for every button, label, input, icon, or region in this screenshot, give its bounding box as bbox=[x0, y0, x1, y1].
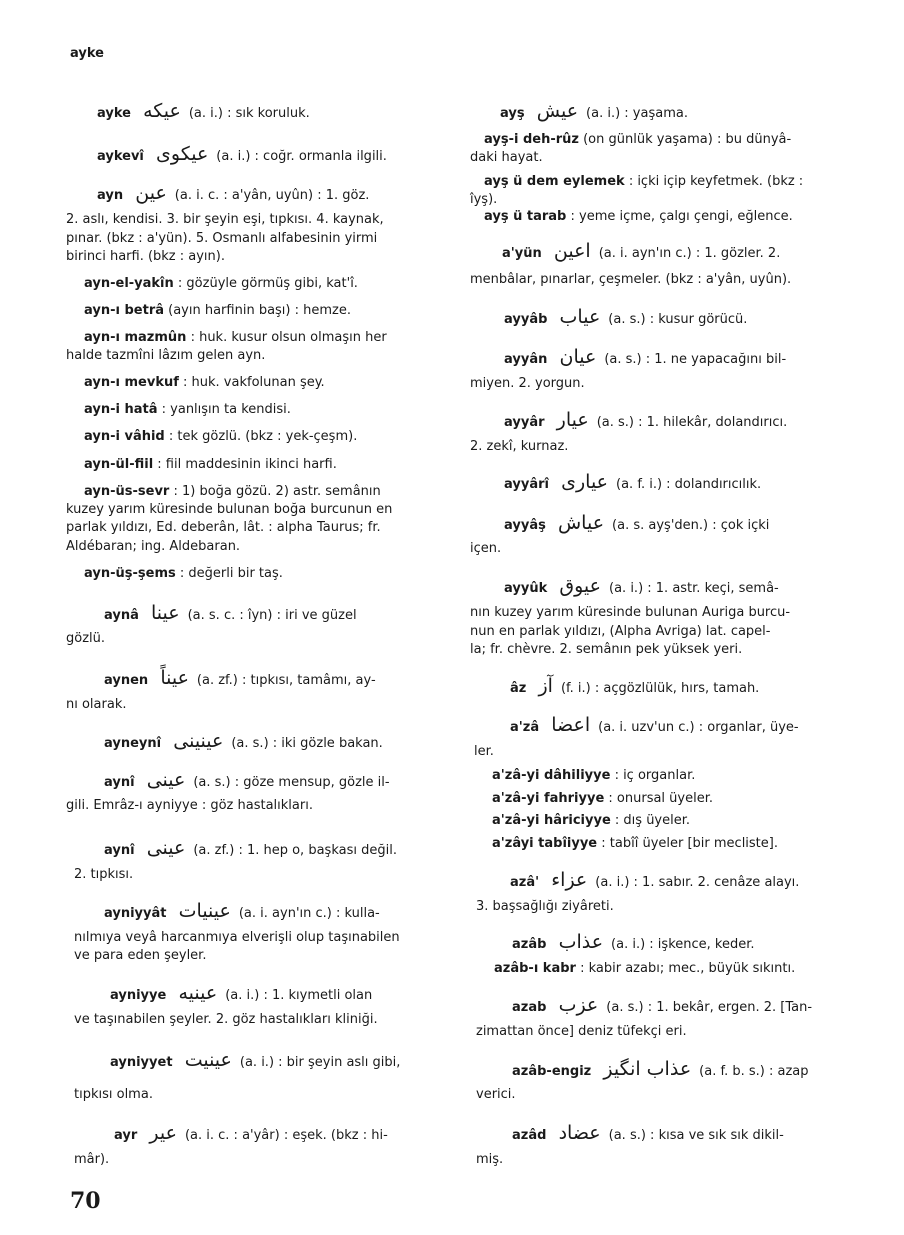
arabic-spelling: عذاب انگيز bbox=[603, 1058, 692, 1080]
headword: aynî bbox=[104, 843, 135, 858]
definition-text: : huk. vakfolunan şey. bbox=[183, 375, 325, 390]
headword: ayn-ül-fiil bbox=[84, 457, 154, 472]
entry-line bbox=[66, 502, 392, 518]
definition-text: pınar. (bkz : a'yün). 5. Osmanlı alfabesinin yirmi bbox=[66, 231, 378, 246]
arabic-spelling: عزاء bbox=[551, 869, 588, 891]
arabic-spelling: عيان bbox=[559, 346, 597, 368]
entry-line bbox=[476, 899, 614, 915]
entry-line bbox=[84, 457, 337, 473]
entry-line bbox=[504, 306, 748, 328]
definition-text: îyş). bbox=[470, 192, 498, 207]
headword: ayke bbox=[97, 106, 131, 121]
headword: ayn-i hatâ bbox=[84, 402, 158, 417]
definition-text: (a. i.) : yaşama. bbox=[586, 106, 688, 121]
definition-text: (a. i.) : 1. sabır. 2. cenâze alayı. bbox=[595, 875, 800, 890]
definition-text: : değerli bir taş. bbox=[179, 566, 283, 581]
definition-text: (a. s.) : 1. bekâr, ergen. 2. [Tan- bbox=[606, 1000, 813, 1015]
entry-line bbox=[512, 1058, 809, 1080]
arabic-spelling: عيكه bbox=[143, 100, 181, 122]
headword: ayn-ı mazmûn bbox=[84, 330, 187, 345]
entry-line bbox=[512, 931, 755, 953]
definition-text: (a. i.) : coğr. ormanla ilgili. bbox=[216, 149, 387, 164]
definition-text: menbâlar, pınarlar, çeşmeler. (bkz : a'yân, uyûn). bbox=[470, 272, 792, 287]
headword: ayr bbox=[114, 1128, 138, 1143]
definition-text: içen. bbox=[470, 541, 502, 556]
entry-line bbox=[110, 982, 373, 1004]
headword: azâ' bbox=[510, 875, 540, 890]
headword: a'zâ bbox=[510, 720, 540, 735]
entry-line bbox=[470, 624, 770, 640]
headword: azâb-engiz bbox=[512, 1064, 592, 1079]
entry-line bbox=[66, 539, 240, 555]
entry-line bbox=[510, 714, 799, 736]
entry-line bbox=[66, 631, 105, 647]
definition-text: (a. i. c. : a'yân, uyûn) : 1. göz. bbox=[174, 188, 370, 203]
definition-text: : gözüyle görmüş gibi, kat'î. bbox=[177, 276, 358, 291]
entry-line bbox=[74, 1012, 378, 1028]
entry-line bbox=[97, 182, 370, 204]
arabic-spelling: عيناً bbox=[160, 667, 189, 689]
entry-line bbox=[512, 1122, 784, 1144]
arabic-spelling: اعضا bbox=[551, 714, 591, 736]
headword: ayn-i vâhid bbox=[84, 429, 165, 444]
arabic-spelling: عيكوى bbox=[156, 143, 209, 165]
definition-text: : kabir azabı; mec., büyük sıkıntı. bbox=[580, 961, 796, 976]
headword: ayn-ı mevkuf bbox=[84, 375, 179, 390]
entry-line bbox=[74, 1087, 153, 1103]
entry-line bbox=[484, 132, 791, 148]
entry-line bbox=[476, 1024, 687, 1040]
headword: a'yün bbox=[502, 246, 542, 261]
definition-text: (a. i. ayn'ın c.) : kulla- bbox=[238, 906, 380, 921]
headword: ayyâş bbox=[504, 518, 546, 533]
headword: a'zâ-yi dâhiliyye bbox=[492, 768, 611, 783]
headword: ayniyyet bbox=[110, 1055, 173, 1070]
definition-text: (a. i.) : 1. kıymetli olan bbox=[225, 988, 373, 1003]
entry-line bbox=[84, 330, 387, 346]
entry-line bbox=[84, 566, 283, 582]
definition-text: ve para eden şeyler. bbox=[74, 948, 207, 963]
definition-text: nı olarak. bbox=[66, 697, 127, 712]
headword: ayniyyât bbox=[104, 906, 167, 921]
definition-text: (a. i. ayn'ın c.) : 1. gözler. 2. bbox=[598, 246, 781, 261]
arabic-spelling: عيار bbox=[556, 409, 589, 431]
definition-text: : dış üyeler. bbox=[614, 813, 691, 828]
definition-text: parlak yıldızı, Ed. deberân, lât. : alpha Taurus; fr. bbox=[66, 520, 381, 535]
definition-text: (on günlük yaşama) : bu dünyâ- bbox=[583, 132, 792, 147]
arabic-spelling: عياب bbox=[559, 306, 601, 328]
definition-text: gili. Emrâz-ı ayniyye : göz hastalıkları. bbox=[66, 798, 313, 813]
entry-line bbox=[470, 192, 497, 208]
headword: ayş ü tarab bbox=[484, 209, 567, 224]
entry-line bbox=[74, 948, 206, 964]
entry-line bbox=[66, 697, 127, 713]
definition-text: ler. bbox=[474, 744, 494, 759]
definition-text: (a. zf.) : 1. hep o, başkası değil. bbox=[193, 843, 397, 858]
definition-text: zimattan önce] deniz tüfekçi eri. bbox=[476, 1024, 687, 1039]
definition-text: (a. s.) : iki gözle bakan. bbox=[231, 736, 383, 751]
headword: ayn-üs-sevr bbox=[84, 484, 170, 499]
headword: a'zâyi tabîiyye bbox=[492, 836, 598, 851]
definition-text: (a. i.) : bir şeyin aslı gibi, bbox=[239, 1055, 401, 1070]
headword: a'zâ-yi fahriyye bbox=[492, 791, 605, 806]
entry-line bbox=[104, 900, 380, 922]
headword: ayn-ı betrâ bbox=[84, 303, 164, 318]
headword: ayş ü dem eylemek bbox=[484, 174, 625, 189]
definition-text: (a. i. c. : a'yâr) : eşek. (bkz : hi- bbox=[184, 1128, 388, 1143]
entry-line bbox=[74, 867, 133, 883]
definition-text: : fiil maddesinin ikinci harfi. bbox=[157, 457, 337, 472]
arabic-spelling: عياش bbox=[557, 512, 605, 534]
arabic-spelling: آز bbox=[538, 675, 553, 697]
definition-text: nun en parlak yıldızı, (Alpha Avriga) lat. capel- bbox=[470, 624, 771, 639]
definition-text: la; fr. chèvre. 2. semânın pek yüksek yeri. bbox=[470, 642, 743, 657]
definition-text: (a. s.) : kusur görücü. bbox=[608, 312, 748, 327]
definition-text: (a. zf.) : tıpkısı, tamâmı, ay- bbox=[196, 673, 376, 688]
entry-line bbox=[492, 836, 778, 852]
headword: aynâ bbox=[104, 608, 139, 623]
entry-line bbox=[476, 1087, 516, 1103]
headword: ayn-el-yakîn bbox=[84, 276, 174, 291]
entry-line bbox=[470, 376, 585, 392]
arabic-spelling: عينيه bbox=[178, 982, 218, 1004]
headword: ayyâb bbox=[504, 312, 548, 327]
entry-line bbox=[492, 813, 690, 829]
entry-line bbox=[470, 605, 790, 621]
arabic-spelling: عينينى bbox=[173, 730, 224, 752]
entry-line bbox=[504, 512, 770, 534]
arabic-spelling: عير bbox=[149, 1122, 177, 1144]
arabic-spelling: عين bbox=[135, 182, 167, 204]
headword: ayyâr bbox=[504, 415, 545, 430]
arabic-spelling: عضاد bbox=[558, 1122, 601, 1144]
definition-text: tıpkısı olma. bbox=[74, 1087, 153, 1102]
headword: âz bbox=[510, 681, 527, 696]
entry-line bbox=[84, 276, 358, 292]
arabic-spelling: عينى bbox=[146, 837, 186, 859]
entry-line bbox=[104, 730, 383, 752]
entry-line bbox=[84, 303, 351, 319]
entry-line bbox=[504, 471, 762, 493]
entry-line bbox=[504, 346, 787, 368]
definition-text: : iç organlar. bbox=[614, 768, 696, 783]
entry-line bbox=[104, 837, 397, 859]
definition-text: miyen. 2. yorgun. bbox=[470, 376, 585, 391]
definition-text: halde tazmîni lâzım gelen ayn. bbox=[66, 348, 266, 363]
headword: ayn bbox=[97, 188, 124, 203]
definition-text: daki hayat. bbox=[470, 150, 543, 165]
entry-line bbox=[470, 272, 791, 288]
headword: ayyûk bbox=[504, 581, 548, 596]
definition-text: 2. aslı, kendisi. 3. bir şeyin eşi, tıpkısı. 4. kaynak, bbox=[66, 212, 384, 227]
entry-line bbox=[476, 1152, 503, 1168]
definition-text: : onursal üyeler. bbox=[608, 791, 714, 806]
arabic-spelling: عيارى bbox=[561, 471, 609, 493]
definition-text: verici. bbox=[476, 1087, 516, 1102]
definition-text: : huk. kusur olsun olmaşın her bbox=[190, 330, 387, 345]
headword: ayniyye bbox=[110, 988, 167, 1003]
definition-text: (a. s.) : 1. ne yapacağını bil- bbox=[604, 352, 787, 367]
headword: aykevî bbox=[97, 149, 144, 164]
arabic-spelling: عينى bbox=[146, 769, 186, 791]
entry-line bbox=[104, 769, 390, 791]
definition-text: nın kuzey yarım küresinde bulunan Auriga burcu- bbox=[470, 605, 791, 620]
arabic-spelling: عيش bbox=[536, 100, 579, 122]
definition-text: (a. s.) : 1. hilekâr, dolandırıcı. bbox=[596, 415, 788, 430]
headword: ayş-i deh-rûz bbox=[484, 132, 579, 147]
entry-line bbox=[510, 675, 760, 697]
entry-line bbox=[492, 791, 713, 807]
definition-text: birinci harfi. (bkz : ayın). bbox=[66, 249, 225, 264]
definition-text: : yanlışın ta kendisi. bbox=[161, 402, 291, 417]
definition-text: (a. i.) : işkence, keder. bbox=[611, 937, 755, 952]
arabic-spelling: عزب bbox=[558, 994, 599, 1016]
headword: aynen bbox=[104, 673, 149, 688]
definition-text: (a. s. ayş'den.) : çok içki bbox=[612, 518, 770, 533]
definition-text: ve taşınabilen şeyler. 2. göz hastalıkları kliniği. bbox=[74, 1012, 378, 1027]
entry-line bbox=[484, 209, 793, 225]
definition-text: mâr). bbox=[74, 1152, 110, 1167]
entry-line bbox=[510, 869, 800, 891]
definition-text: gözlü. bbox=[66, 631, 106, 646]
entry-line bbox=[500, 100, 688, 122]
entry-line bbox=[470, 541, 501, 557]
entry-line bbox=[84, 429, 357, 445]
headword: azab bbox=[512, 1000, 547, 1015]
arabic-spelling: عينا bbox=[151, 602, 180, 624]
definition-text: : tabîî üyeler [bir mecliste]. bbox=[601, 836, 778, 851]
arabic-spelling: عذاب bbox=[558, 931, 604, 953]
definition-text: : 1) boğa gözü. 2) astr. semânın bbox=[173, 484, 381, 499]
entry-line bbox=[484, 174, 803, 190]
entry-line bbox=[504, 575, 779, 597]
definition-text: (a. i.) : sık koruluk. bbox=[188, 106, 310, 121]
entry-line bbox=[104, 667, 376, 689]
headword: ayyârî bbox=[504, 477, 549, 492]
definition-text: (a. s. c. : îyn) : iri ve güzel bbox=[187, 608, 357, 623]
entry-line bbox=[504, 409, 788, 431]
entry-line bbox=[66, 520, 381, 536]
headword: ayn-üş-şems bbox=[84, 566, 176, 581]
arabic-spelling: اعين bbox=[553, 240, 591, 262]
headword: a'zâ-yi hâriciyye bbox=[492, 813, 611, 828]
entry-line bbox=[66, 249, 225, 265]
definition-text: : yeme içme, çalgı çengi, eğlence. bbox=[570, 209, 793, 224]
entry-line bbox=[66, 212, 384, 228]
entry-line bbox=[74, 1152, 109, 1168]
definition-text: 3. başsağlığı ziyâreti. bbox=[476, 899, 614, 914]
entry-line bbox=[84, 375, 325, 391]
definition-text: 2. tıpkısı. bbox=[74, 867, 134, 882]
entry-line bbox=[492, 768, 695, 784]
definition-text: 2. zekî, kurnaz. bbox=[470, 439, 569, 454]
definition-text: (a. s.) : göze mensup, gözle il- bbox=[193, 775, 390, 790]
headword: ayş bbox=[500, 106, 525, 121]
entry-line bbox=[110, 1049, 401, 1071]
arabic-spelling: عيوق bbox=[559, 575, 602, 597]
entry-line bbox=[84, 484, 381, 500]
page-number: 70 bbox=[70, 1188, 101, 1214]
definition-text: nılmıya veyâ harcanmıya elverişli olup taşınabilen bbox=[74, 930, 400, 945]
definition-text: miş. bbox=[476, 1152, 504, 1167]
arabic-spelling: عينيت bbox=[184, 1049, 232, 1071]
definition-text: : tek gözlü. (bkz : yek-çeşm). bbox=[168, 429, 358, 444]
running-header: ayke bbox=[70, 46, 104, 61]
arabic-spelling: عينيات bbox=[178, 900, 231, 922]
definition-text: (a. f. i.) : dolandırıcılık. bbox=[616, 477, 762, 492]
definition-text: (ayın harfinin başı) : hemze. bbox=[168, 303, 351, 318]
definition-text: kuzey yarım küresinde bulunan boğa burcunun en bbox=[66, 502, 393, 517]
entry-line bbox=[114, 1122, 388, 1144]
entry-line bbox=[104, 602, 357, 624]
entry-line bbox=[84, 402, 291, 418]
entry-line bbox=[66, 798, 313, 814]
definition-text: Aldébaran; ing. Aldebaran. bbox=[66, 539, 241, 554]
entry-line bbox=[66, 348, 265, 364]
definition-text: (a. f. b. s.) : azap bbox=[699, 1064, 809, 1079]
headword: aynî bbox=[104, 775, 135, 790]
entry-line bbox=[474, 744, 494, 760]
entry-line bbox=[74, 930, 400, 946]
headword: azâd bbox=[512, 1128, 547, 1143]
entry-line bbox=[470, 642, 742, 658]
entry-line bbox=[502, 240, 781, 262]
entry-line bbox=[97, 100, 310, 122]
entry-line bbox=[494, 961, 795, 977]
definition-text: (f. i.) : açgözlülük, hırs, tamah. bbox=[560, 681, 760, 696]
entry-line bbox=[470, 439, 568, 455]
definition-text: : içki içip keyfetmek. (bkz : bbox=[628, 174, 804, 189]
headword: ayyân bbox=[504, 352, 548, 367]
definition-text: (a. s.) : kısa ve sık sık dikil- bbox=[608, 1128, 784, 1143]
entry-line bbox=[512, 994, 813, 1016]
entry-line bbox=[66, 231, 377, 247]
headword: azâb bbox=[512, 937, 547, 952]
entry-line bbox=[97, 143, 387, 165]
headword: azâb-ı kabr bbox=[494, 961, 576, 976]
entry-line bbox=[470, 150, 543, 166]
definition-text: (a. i. uzv'un c.) : organlar, üye- bbox=[598, 720, 799, 735]
headword: ayneynî bbox=[104, 736, 162, 751]
definition-text: (a. i.) : 1. astr. keçi, semâ- bbox=[609, 581, 779, 596]
